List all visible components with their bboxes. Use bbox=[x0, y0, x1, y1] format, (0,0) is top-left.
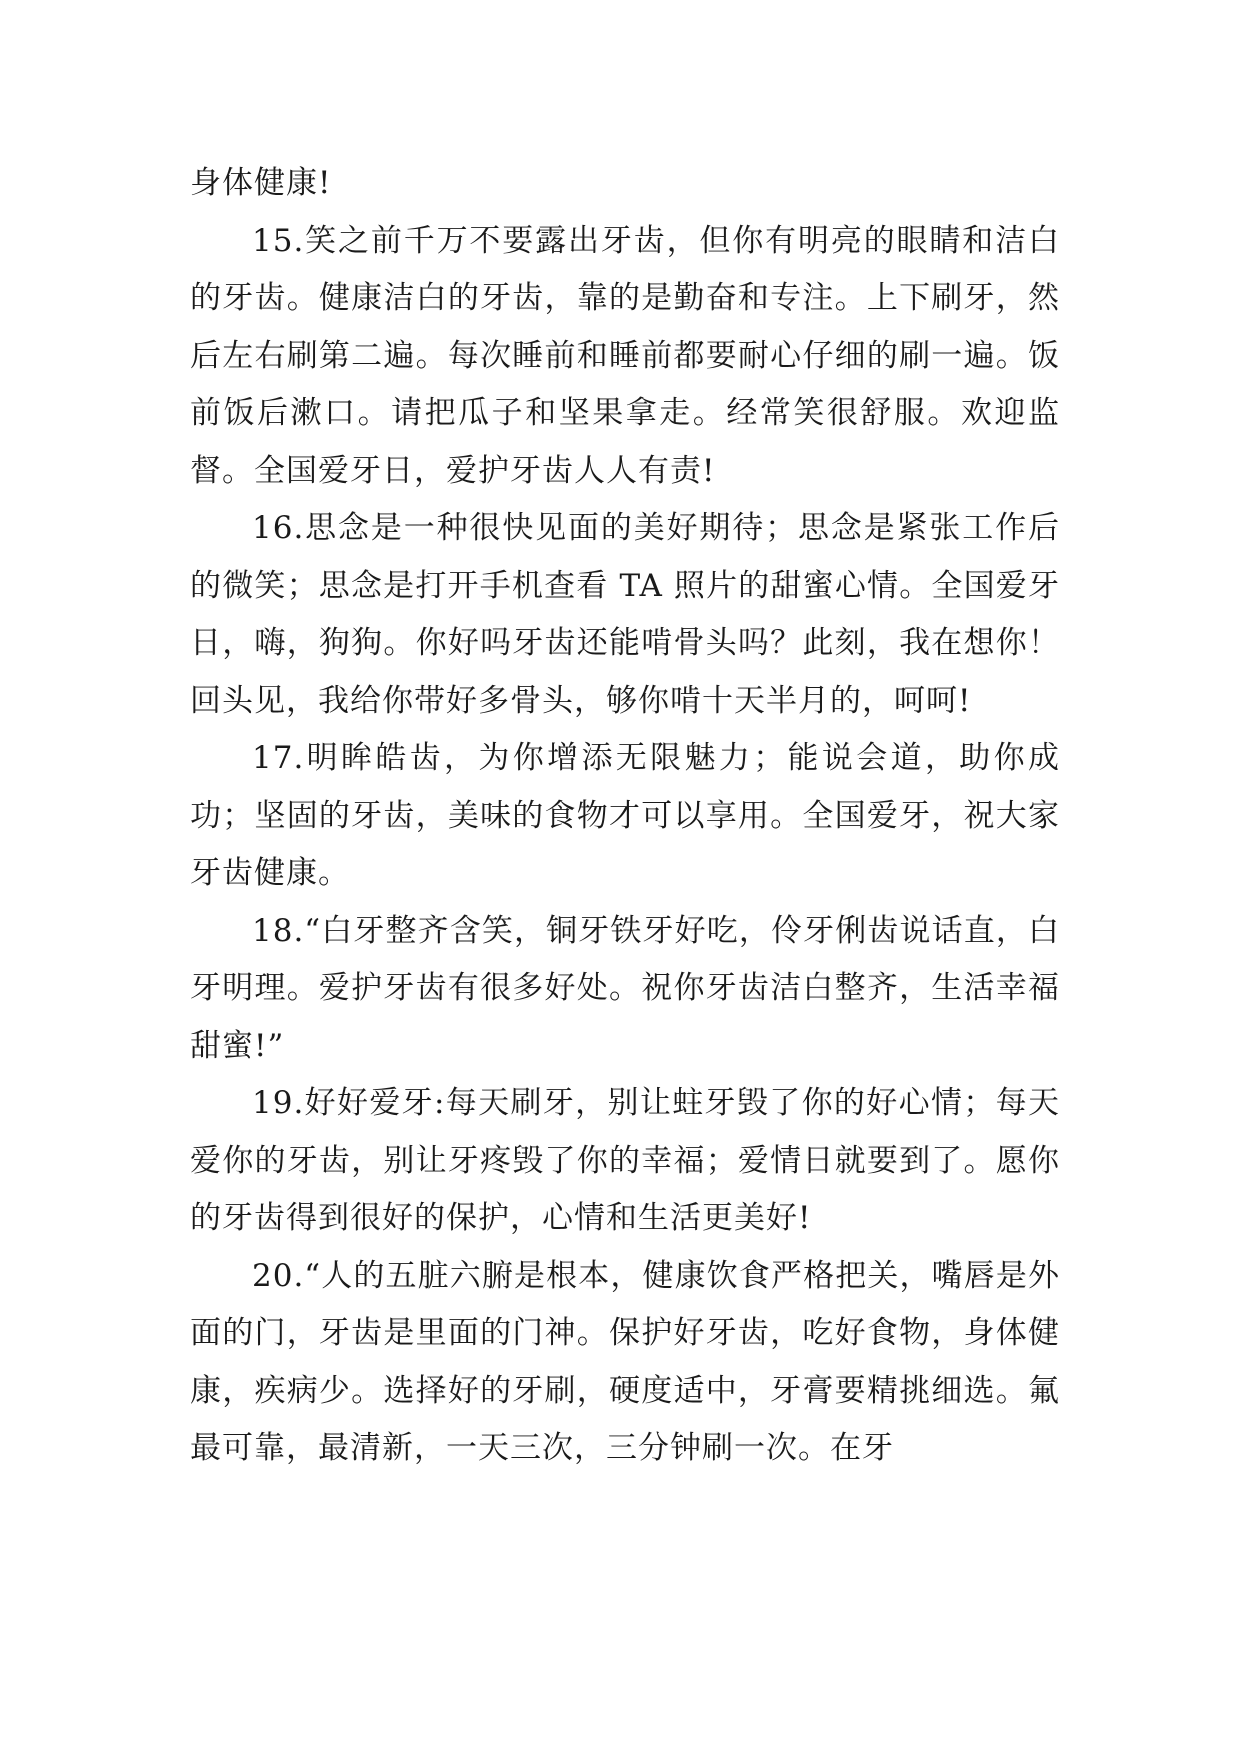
paragraph-item-20: 20.“人的五脏六腑是根本，健康饮食严格把关，嘴唇是外面的门，牙齿是里面的门神。保护好牙齿，吃好食物，身体健康，疾病少。选择好的牙刷，硬度适中，牙膏要精挑细选。氟最可靠，最清新，一天三次，三分钟刷一次。在牙 bbox=[190, 1257, 1060, 1466]
paragraph-item-19: 19.好好爱牙:每天刷牙，别让蛀牙毁了你的好心情；每天爱你的牙齿，别让牙疼毁了你的幸福；爱情日就要到了。愿你的牙齿得到很好的保护，心情和生活更美好! bbox=[190, 1085, 1060, 1236]
paragraph-continuation: 身体健康! bbox=[190, 165, 332, 201]
document-body bbox=[190, 155, 1060, 1478]
paragraph-item-17: 17.明眸皓齿，为你增添无限魅力；能说会道，助你成功；坚固的牙齿，美味的食物才可以享用。全国爱牙，祝大家牙齿健康。 bbox=[190, 740, 1060, 891]
paragraph-item-18: 18.“白牙整齐含笑，铜牙铁牙好吃，伶牙俐齿说话直，白牙明理。爱护牙齿有很多好处。祝你牙齿洁白整齐，生活幸福甜蜜!” bbox=[190, 912, 1060, 1064]
paragraph-item-16: 16.思念是一种很快见面的美好期待；思念是紧张工作后的微笑；思念是打开手机查看 TA 照片的甜蜜心情。全国爱牙日，嗨，狗狗。你好吗牙齿还能啃骨头吗？此刻，我在想你！回头见，我给你带好多骨头，够你啃十天半月的，呵呵! bbox=[190, 510, 1060, 719]
paragraph-item-15: 15.笑之前千万不要露出牙齿，但你有明亮的眼睛和洁白的牙齿。健康洁白的牙齿，靠的是勤奋和专注。上下刷牙，然后左右刷第二遍。每次睡前和睡前都要耐心仔细的刷一遍。饭前饭后漱口。请把瓜子和坚果拿走。经常笑很舒服。欢迎监督。全国爱牙日，爱护牙齿人人有责! bbox=[190, 222, 1060, 489]
